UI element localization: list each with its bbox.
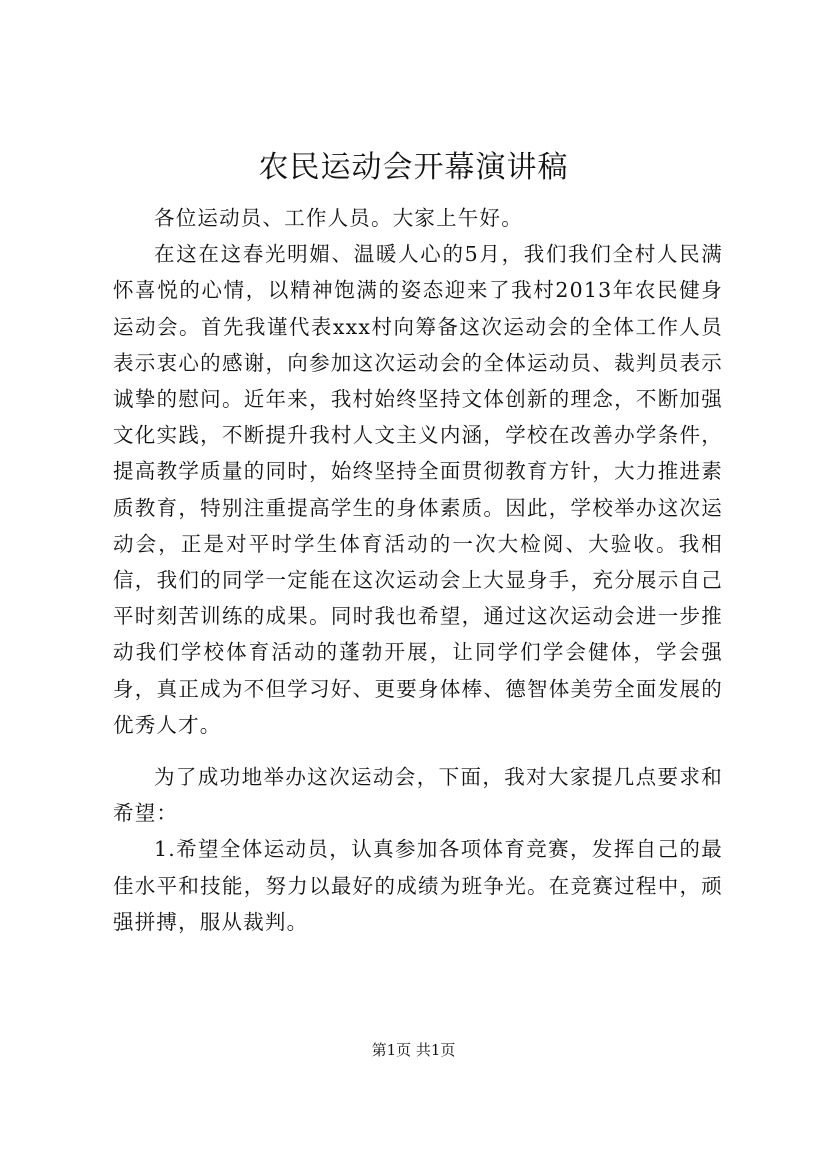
document-title: 农民运动会开幕演讲稿	[258, 150, 569, 185]
main-paragraph: 在这在这春光明媚、温暖人心的5月，我们我们全村人民满怀喜悦的心情，以精神饱满的姿态迎来了我村2013年农民健身运动会。首先我谨代表xxx村向筹备这次运动会的全体工作人员表示衷心的感谢，向参加这次运动会的全体运动员、裁判员表示诚挚的慰问。近年来，我村始终坚持文体创新的理念，不断加强文化实践，不断提升我村人文主义内涵，学校在改善办学条件，提高教学质量的同时，始终坚持全面贯彻教育方针，大力推进素质教育，特别注重提高学生的身体素质。因此，学校举办这次运动会，正是对平时学生体育活动的一次大检阅、大验收。我相信，我们的同学一定能在这次运动会上大显身手，充分展示自己平时刻苦训练的成果。同时我也希望，通过这次运动会进一步推动我们学校体育活动的蓬勃开展，让同学们学会健体，学会强身，真正成为不但学习好、更要身体棒、德智体美劳全面发展的优秀人才。	[113, 242, 723, 737]
document-body	[113, 200, 723, 940]
page-footer: 第1页 共1页	[371, 1041, 456, 1059]
requirement-item-1: 1.希望全体运动员，认真参加各项体育竞赛，发挥自己的最佳水平和技能，努力以最好的成绩为班争光。在竞赛过程中，顽强拼搏，服从裁判。	[113, 837, 723, 934]
greeting-paragraph: 各位运动员、工作人员。大家上午好。	[154, 206, 523, 230]
requirements-intro-paragraph: 为了成功地举办这次运动会，下面，我对大家提几点要求和希望：	[113, 765, 723, 826]
